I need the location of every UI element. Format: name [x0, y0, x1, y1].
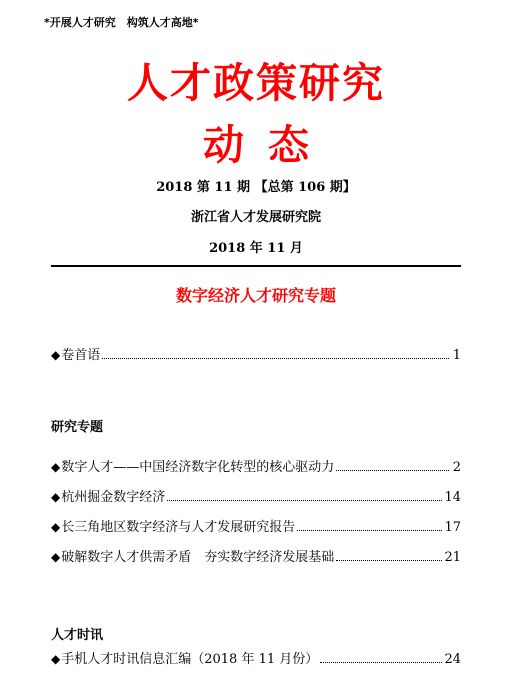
- publication-title-line2: 动态: [203, 121, 333, 169]
- bullet-diamond-icon: ◆: [51, 520, 61, 534]
- toc-item-title: 杭州掘金数字经济: [61, 490, 166, 505]
- toc-page-number: 1: [452, 348, 461, 363]
- bullet-diamond-icon: ◆: [51, 490, 61, 504]
- toc-item-title: 卷首语: [61, 348, 101, 363]
- section-heading-research: 研究专题: [51, 420, 104, 435]
- toc-item[interactable]: [51, 546, 461, 564]
- dot-leader: [336, 550, 442, 561]
- organization-name: 浙江省人才发展研究院: [190, 210, 321, 225]
- toc-item[interactable]: [51, 648, 461, 666]
- dot-leader: [336, 460, 449, 471]
- dot-leader: [320, 652, 442, 663]
- dot-leader: [102, 348, 449, 359]
- issue-date: 2018 年 11 月: [209, 241, 303, 256]
- header-divider: [51, 265, 461, 267]
- toc-item[interactable]: [51, 486, 461, 504]
- toc-item[interactable]: [51, 516, 461, 534]
- toc-item-title: 长三角地区数字经济与人才发展研究报告: [61, 520, 296, 535]
- toc-item-title: 手机人才时讯信息汇编（2018 年 11 月份）: [61, 652, 319, 667]
- toc-item-title: 数字人才——中国经济数字化转型的核心驱动力: [61, 460, 335, 475]
- bullet-diamond-icon: ◆: [51, 348, 61, 362]
- special-topic-heading: 数字经济人才研究专题: [175, 286, 336, 305]
- bullet-diamond-icon: ◆: [51, 550, 61, 564]
- publication-title: 人才政策研究: [127, 59, 385, 107]
- bullet-diamond-icon: ◆: [51, 460, 61, 474]
- toc-item-preface[interactable]: [51, 344, 461, 362]
- toc-item[interactable]: [51, 456, 461, 474]
- toc-item-title: 破解数字人才供需矛盾 夯实数字经济发展基础: [61, 550, 335, 565]
- issue-number: 2018 第 11 期 【总第 106 期】: [156, 180, 356, 195]
- header-slogan: *开展人才研究 构筑人才高地*: [44, 16, 199, 29]
- section-heading-talent-news: 人才时讯: [51, 628, 104, 643]
- toc-page-number: 24: [444, 652, 461, 667]
- bullet-diamond-icon: ◆: [51, 652, 61, 666]
- dot-leader: [297, 520, 442, 531]
- toc-page-number: 21: [444, 550, 461, 565]
- toc-page-number: 14: [444, 490, 461, 505]
- dot-leader: [167, 490, 442, 501]
- toc-page-number: 17: [444, 520, 461, 535]
- toc-page-number: 2: [452, 460, 461, 475]
